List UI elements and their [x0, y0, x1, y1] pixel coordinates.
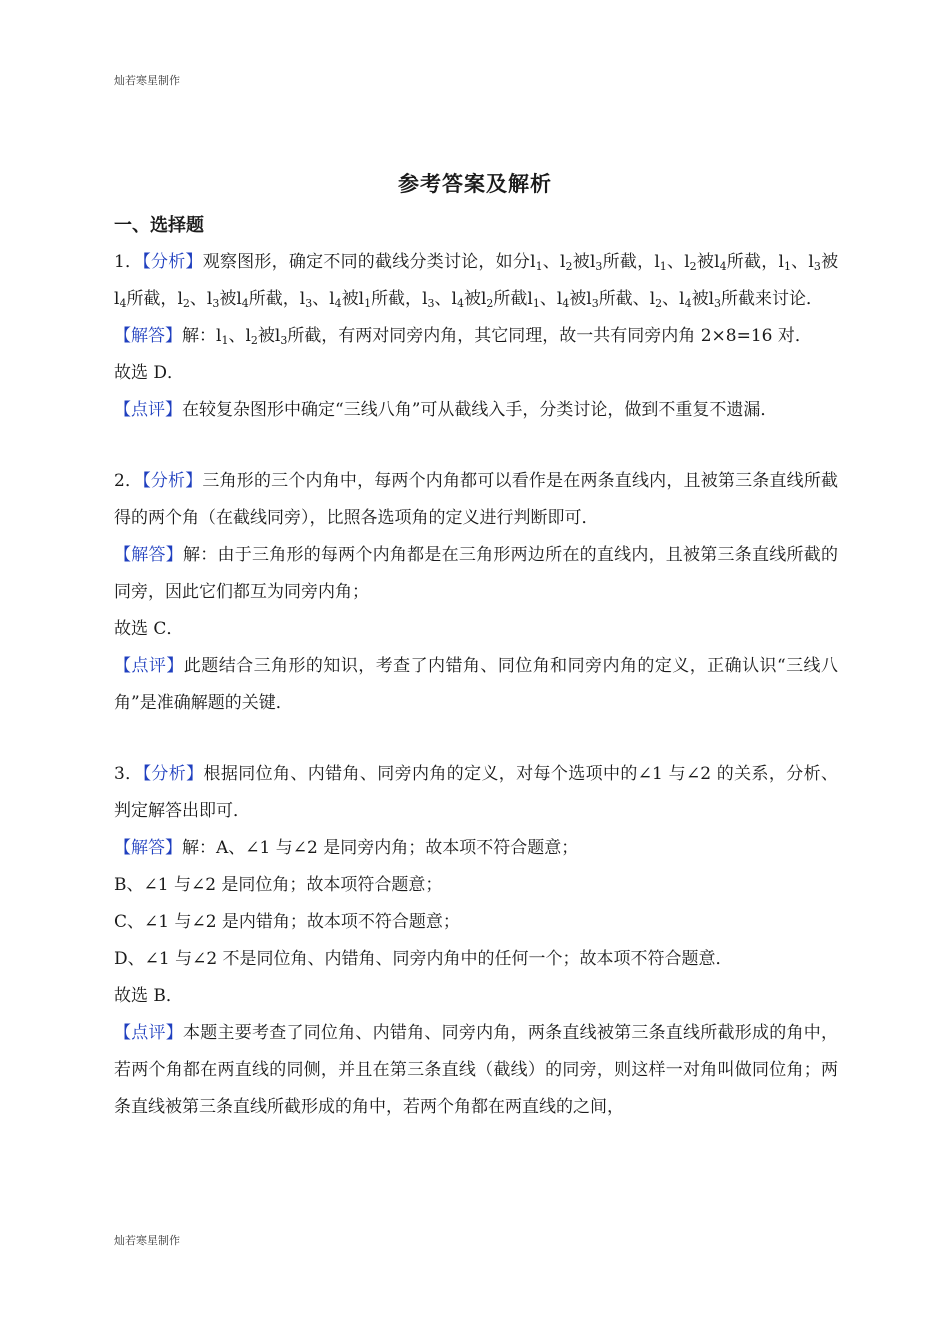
q1-analysis — [114, 244, 838, 318]
q1-text-part: 被 — [691, 289, 709, 309]
q1-answer-text: 解： — [182, 326, 216, 346]
q1-text-part: 所截， — [371, 289, 423, 309]
separator: 、 — [662, 289, 680, 309]
separator: 、 — [189, 289, 207, 309]
q1-text-part: 所截 — [493, 289, 528, 309]
q1-answer-tag: 【解答】 — [114, 326, 182, 346]
q1-comment-tag: 【点评】 — [114, 400, 182, 420]
q1-text-part: 被 — [569, 289, 587, 309]
separator: 、 — [434, 289, 452, 309]
line-l2: $l_2$ — [684, 252, 697, 273]
footer-note: 灿若寒星制作 — [114, 1234, 180, 1247]
spacer — [114, 722, 838, 756]
q1-answer-text: 所截，有两对同旁内角，其它同理，故一共有同旁内角 2×8=16 对． — [287, 326, 812, 346]
q1-text-part: 所截， — [126, 289, 178, 309]
spacer — [114, 429, 838, 463]
line-l1: $l_1$ — [216, 326, 229, 347]
q1-number: 1． — [114, 252, 143, 272]
q3-comment — [114, 1015, 838, 1126]
q1-comment-text: 在较复杂图形中确定“三线八角”可从截线入手，分类讨论，做到不重复不遗漏． — [182, 400, 778, 420]
line-l1: $l_1$ — [358, 289, 372, 310]
q2-comment — [114, 648, 838, 722]
q3-number: 3． — [114, 764, 143, 784]
separator: 、 — [542, 252, 561, 272]
q3-analysis-tag: 【分析】 — [142, 764, 204, 784]
q3-option-d: D、∠1 与∠2 不是同位角、内错角、同旁内角中的任何一个；故本项不符合题意． — [114, 949, 733, 969]
q2-number: 2． — [114, 471, 143, 491]
q1-text-part: 被 — [219, 289, 237, 309]
q1-text-part: 所截、 — [598, 289, 650, 309]
q2-analysis-text: 三角形的三个内角中，每两个内角都可以看作是在两条直线内，且被第三条直线所截得的两个角（在截线同旁），比照各选项角的定义进行判断即可． — [114, 471, 838, 528]
q3-choice: 故选 B． — [114, 986, 183, 1006]
line-l4: $l_4$ — [451, 289, 464, 310]
q1-choice: 故选 D． — [114, 363, 185, 383]
line-l3: $l_3$ — [299, 289, 313, 310]
q1-answer — [114, 318, 838, 355]
line-l3: $l_3$ — [206, 289, 220, 310]
q1-text-part: 被 — [463, 289, 481, 309]
q1-text-part: 被 — [341, 289, 359, 309]
q2-comment-tag: 【点评】 — [114, 656, 184, 676]
q1-text-part: 所截， — [248, 289, 300, 309]
separator: 、 — [228, 326, 246, 346]
q1-text-part: 被 — [820, 252, 839, 272]
header-note: 灿若寒星制作 — [114, 74, 180, 87]
page-title: 参考答案及解析 — [398, 171, 552, 196]
line-l3: $l_3$ — [808, 252, 821, 273]
q2-answer — [114, 537, 838, 611]
q3-answer-text: 解：A、∠1 与∠2 是同旁内角；故本项不符合题意； — [182, 838, 579, 858]
line-l1: $l_1$ — [778, 252, 791, 273]
q2-analysis-tag: 【分析】 — [142, 471, 203, 491]
line-l2: $l_2$ — [480, 289, 494, 310]
q3-option-c: C、∠1 与∠2 是内错角；故本项不符合题意； — [114, 912, 460, 932]
answer-content — [114, 244, 838, 1126]
line-l4: $l_4$ — [114, 289, 127, 310]
section-heading: 一、选择题 — [114, 215, 204, 236]
q1-analysis-tag: 【分析】 — [142, 252, 203, 272]
line-l1: $l_1$ — [654, 252, 667, 273]
q1-text-part: 所截， — [726, 252, 779, 272]
q2-answer-text: 解：由于三角形的每两个内角都是在三角形两边所在的直线内，且被第三条直线所截的同旁，因此它们都互为同旁内角； — [114, 545, 839, 602]
q2-answer-tag: 【解答】 — [114, 545, 183, 565]
line-l1: $l_1$ — [530, 252, 543, 273]
q1-answer-text: 被 — [257, 326, 275, 346]
line-l4: $l_4$ — [679, 289, 692, 310]
line-l2: $l_2$ — [649, 289, 663, 310]
q1-text-part: 所截， — [602, 252, 655, 272]
q2-comment-text: 此题结合三角形的知识，考查了内错角、同位角和同旁内角的定义，正确认识“三线八角”是准确解题的关键． — [114, 656, 838, 713]
q3-analysis — [114, 756, 838, 830]
q3-answer — [114, 830, 838, 867]
q1-text-part: 所截来讨论． — [721, 289, 823, 309]
line-l2: $l_2$ — [560, 252, 573, 273]
q3-comment-tag: 【点评】 — [114, 1023, 183, 1043]
line-l3: $l_3$ — [589, 252, 603, 273]
line-l4: $l_4$ — [714, 252, 727, 273]
line-l2: $l_2$ — [245, 326, 258, 347]
line-l3: $l_3$ — [422, 289, 435, 310]
line-l4: $l_4$ — [236, 289, 249, 310]
q3-option-b: B、∠1 与∠2 是同位角；故本项符合题意； — [114, 875, 443, 895]
line-l3: $l_3$ — [708, 289, 721, 310]
line-l4: $l_4$ — [556, 289, 570, 310]
q1-comment — [114, 392, 838, 429]
line-l3: $l_3$ — [274, 326, 288, 347]
line-l1: $l_1$ — [527, 289, 540, 310]
q2-analysis — [114, 463, 838, 537]
q3-comment-text: 本题主要考查了同位角、内错角、同旁内角，两条直线被第三条直线所截形成的角中，若两个角都在两直线的同侧，并且在第三条直线（截线）的同旁，则这样一对角叫做同位角；两条直线被第三条直线所截形成的角中，若两个角都在两直线的之间， — [114, 1023, 839, 1117]
separator: 、 — [666, 252, 685, 272]
q1-analysis-text: 观察图形，确定不同的截线分类讨论，如分 — [202, 252, 531, 272]
line-l3: $l_3$ — [586, 289, 599, 310]
q1-text-part: 被 — [572, 252, 590, 272]
q2-choice: 故选 C． — [114, 619, 184, 639]
q3-analysis-text: 根据同位角、内错角、同旁内角的定义，对每个选项中的∠1 与∠2 的关系，分析、判定解答出即可． — [114, 764, 838, 821]
separator: 、 — [790, 252, 809, 272]
separator: 、 — [539, 289, 557, 309]
separator: 、 — [312, 289, 330, 309]
line-l2: $l_2$ — [177, 289, 190, 310]
q3-answer-tag: 【解答】 — [114, 838, 182, 858]
q1-text-part: 被 — [696, 252, 715, 272]
line-l4: $l_4$ — [329, 289, 342, 310]
